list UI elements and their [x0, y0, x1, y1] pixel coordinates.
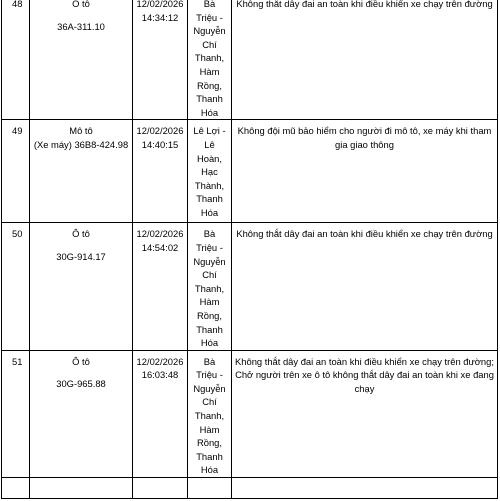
violation-date: 12/02/2026	[136, 355, 184, 367]
location-line: Nguyễn	[193, 255, 226, 267]
location-line: Rồng,	[196, 437, 223, 449]
row-number: 51	[2, 350, 30, 477]
location-line: Bà	[203, 355, 216, 367]
violation-text: Không thắt dây đai an toàn khi điều khiển xe chạy trên đường	[236, 228, 493, 240]
datetime-cell	[133, 478, 188, 499]
location-line: Rồng,	[196, 309, 223, 321]
location-line: Bà	[203, 228, 216, 240]
violation-text: Không đội mũ bảo hiểm cho người đi mô tô, xe máy khi tham	[237, 125, 492, 137]
table-row	[2, 350, 498, 477]
violation-cell	[232, 120, 498, 223]
location-line: Nguyễn	[193, 25, 226, 37]
location-line: Nguyễn	[193, 382, 226, 394]
violation-cell	[232, 350, 498, 477]
vehicle-cell	[30, 120, 133, 223]
vehicle-type: Ô tô	[72, 228, 90, 240]
violation-time: 16:03:48	[141, 369, 179, 381]
location-line: Hóa	[200, 106, 219, 118]
violation-date: 12/02/2026	[136, 0, 184, 9]
license-plate: 30G-965.88	[56, 378, 106, 390]
location-line: Rồng,	[196, 79, 223, 91]
license-plate: 36B8-424.98	[74, 138, 129, 150]
violation-text: Chở người trên xe ô tô không thắt dây đai an toàn khi xe đang	[235, 369, 494, 381]
license-plate: 30G-914.17	[56, 250, 106, 262]
violation-text: chạy	[354, 382, 375, 394]
row-number: 49	[2, 120, 30, 223]
vehicle-type: Ô tô	[72, 355, 90, 367]
table-row	[2, 0, 498, 120]
location-cell	[188, 0, 232, 120]
location-line: Triệu -	[196, 369, 223, 381]
location-line: Lê Lợi -	[193, 125, 226, 137]
location-line: Triệu -	[196, 241, 223, 253]
violation-text: Không thắt dây đai an toàn khi điều khiển xe chạy trên đường;	[235, 355, 494, 367]
violation-date: 12/02/2026	[136, 125, 184, 137]
violation-text: gia giao thông	[335, 138, 394, 150]
location-line: Hàm	[199, 296, 220, 308]
location-line: Bà	[203, 0, 216, 9]
datetime-cell	[133, 0, 188, 120]
location-line: Thanh	[196, 93, 223, 105]
location-line: Hóa	[200, 337, 219, 349]
location-line: Hoàn,	[196, 152, 223, 164]
location-line: Hàm	[199, 423, 220, 435]
table-row	[2, 223, 498, 350]
vehicle-type: Mô tô	[69, 125, 93, 137]
violation-text: Không thắt dây đai an toàn khi điều khiển xe chạy trên đường	[236, 0, 493, 9]
violation-date: 12/02/2026	[136, 228, 184, 240]
vehicle-cell	[30, 223, 133, 350]
row-number: 48	[2, 0, 30, 120]
violation-time: 14:40:15	[141, 138, 179, 150]
location-line: Chí	[202, 38, 217, 50]
location-line: Thành,	[194, 179, 225, 191]
location-line: Hàm	[199, 65, 220, 77]
location-line: Hóa	[200, 464, 219, 476]
vehicle-subtype: (Xe máy)	[33, 138, 72, 150]
location-line: Hạc	[201, 166, 218, 178]
violation-cell	[232, 478, 498, 499]
row-number	[2, 478, 30, 499]
violation-cell	[232, 223, 498, 350]
location-cell	[188, 478, 232, 499]
vehicle-cell	[30, 0, 133, 120]
location-cell	[188, 350, 232, 477]
vehicle-cell	[30, 478, 133, 499]
location-line: Thanh,	[194, 52, 225, 64]
violation-time: 14:54:02	[141, 241, 179, 253]
location-line: Hóa	[200, 206, 219, 218]
location-line: Thanh	[196, 450, 223, 462]
location-line: Thanh,	[194, 282, 225, 294]
vehicle-type: Ô tô	[72, 0, 90, 9]
vehicle-cell	[30, 350, 133, 477]
datetime-cell	[133, 223, 188, 350]
location-cell	[188, 223, 232, 350]
violation-time: 14:34:12	[141, 11, 179, 23]
table-row	[2, 478, 498, 499]
violations-table	[1, 0, 498, 499]
location-cell	[188, 120, 232, 223]
location-line: Chí	[202, 396, 217, 408]
location-line: Thanh,	[194, 410, 225, 422]
location-line: Triệu -	[196, 11, 223, 23]
license-plate: 36A-311.10	[57, 20, 105, 32]
row-number: 50	[2, 223, 30, 350]
table-row	[2, 120, 498, 223]
location-line: Lê	[204, 138, 215, 150]
datetime-cell	[133, 350, 188, 477]
location-line: Thanh	[196, 193, 223, 205]
location-line: Thanh	[196, 323, 223, 335]
datetime-cell	[133, 120, 188, 223]
location-line: Chí	[202, 269, 217, 281]
violation-cell	[232, 0, 498, 120]
